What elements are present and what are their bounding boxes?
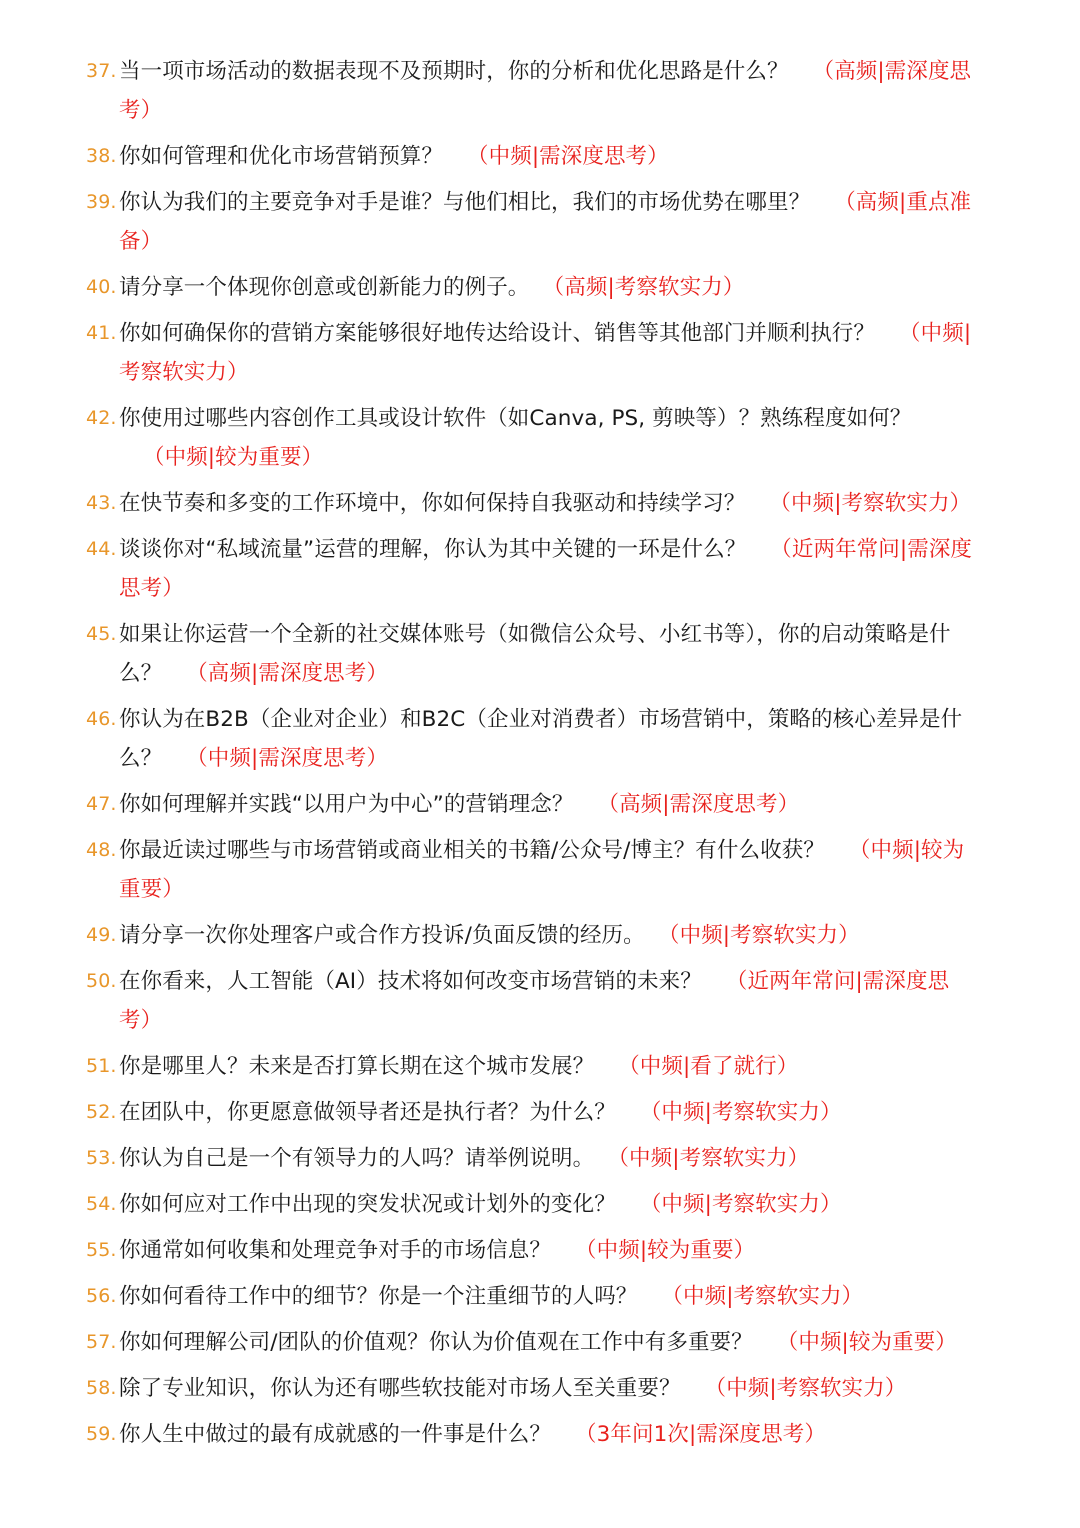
question-number: 56. bbox=[86, 1285, 117, 1307]
question-text: 在快节奏和多变的工作环境中，你如何保持自我驱动和持续学习？ bbox=[119, 491, 746, 516]
question-number: 58. bbox=[86, 1377, 117, 1399]
question-item bbox=[86, 1323, 976, 1362]
frequency-tag: （中频|较为重要） bbox=[119, 838, 965, 902]
question-text: 你认为自己是一个有领导力的人吗？请举例说明。 bbox=[119, 1146, 595, 1171]
question-text: 如果让你运营一个全新的社交媒体账号（如微信公众号、小红书等），你的启动策略是什么？ bbox=[119, 622, 951, 686]
question-number: 47. bbox=[86, 793, 117, 815]
question-number: 37. bbox=[86, 60, 117, 82]
question-number: 40. bbox=[86, 276, 117, 298]
question-item bbox=[86, 785, 976, 824]
frequency-tag: （中频|考察软实力） bbox=[119, 321, 972, 385]
frequency-tag: （中频|较为重要） bbox=[776, 1330, 957, 1355]
frequency-tag: （中频|考察软实力） bbox=[639, 1192, 842, 1217]
question-number: 38. bbox=[86, 145, 117, 167]
question-number: 48. bbox=[86, 839, 117, 861]
question-number: 54. bbox=[86, 1193, 117, 1215]
question-item bbox=[86, 615, 976, 693]
question-item bbox=[86, 183, 976, 261]
frequency-tag: （中频|看了就行） bbox=[618, 1054, 799, 1079]
question-number: 39. bbox=[86, 191, 117, 213]
question-number: 45. bbox=[86, 623, 117, 645]
frequency-tag: （中频|需深度思考） bbox=[467, 144, 669, 169]
question-item bbox=[86, 52, 976, 130]
question-item bbox=[86, 962, 976, 1040]
question-text: 除了专业知识，你认为还有哪些软技能对市场人至关重要？ bbox=[119, 1376, 681, 1401]
question-text: 当一项市场活动的数据表现不及预期时，你的分析和优化思路是什么？ bbox=[119, 59, 789, 84]
question-number: 49. bbox=[86, 924, 117, 946]
question-number: 44. bbox=[86, 538, 117, 560]
question-item bbox=[86, 1231, 976, 1270]
question-text: 请分享一个体现你创意或创新能力的例子。 bbox=[119, 275, 530, 300]
question-text: 请分享一次你处理客户或合作方投诉/负面反馈的经历。 bbox=[119, 923, 645, 948]
question-item bbox=[86, 700, 976, 778]
question-text: 在你看来，人工智能（AI）技术将如何改变市场营销的未来？ bbox=[119, 969, 702, 994]
frequency-tag: （近两年常问|需深度思考） bbox=[119, 537, 973, 601]
question-text: 谈谈你对“私域流量”运营的理解，你认为其中关键的一环是什么？ bbox=[119, 537, 747, 562]
question-number: 57. bbox=[86, 1331, 117, 1353]
question-text: 你如何确保你的营销方案能够很好地传达给设计、销售等其他部门并顺利执行？ bbox=[119, 321, 876, 346]
frequency-tag: （中频|较为重要） bbox=[575, 1238, 756, 1263]
question-list bbox=[86, 52, 976, 1461]
question-item bbox=[86, 1185, 976, 1224]
question-number: 50. bbox=[86, 970, 117, 992]
question-item bbox=[86, 314, 976, 392]
frequency-tag: （3年问1次|需深度思考） bbox=[575, 1422, 826, 1447]
question-item bbox=[86, 1369, 976, 1408]
question-text: 你认为我们的主要竞争对手是谁？与他们相比，我们的市场优势在哪里？ bbox=[119, 190, 811, 215]
frequency-tag: （近两年常问|需深度思考） bbox=[119, 969, 950, 1033]
frequency-tag: （中频|较为重要） bbox=[143, 445, 324, 470]
frequency-tag: （中频|考察软实力） bbox=[668, 923, 860, 948]
frequency-tag: （高频|重点准备） bbox=[119, 190, 972, 254]
question-item bbox=[86, 530, 976, 608]
question-number: 43. bbox=[86, 492, 117, 514]
question-item bbox=[86, 1139, 976, 1178]
question-item bbox=[86, 1277, 976, 1316]
question-text: 你如何理解公司/团队的价值观？你认为价值观在工作中有多重要？ bbox=[119, 1330, 753, 1355]
question-text: 你是哪里人？未来是否打算长期在这个城市发展？ bbox=[119, 1054, 595, 1079]
question-number: 53. bbox=[86, 1147, 117, 1169]
frequency-tag: （高频|需深度思考） bbox=[597, 792, 800, 817]
question-text: 你认为在B2B（企业对企业）和B2C（企业对消费者）市场营销中，策略的核心差异是什么？ bbox=[119, 707, 963, 771]
question-item bbox=[86, 1415, 976, 1454]
question-item bbox=[86, 1093, 976, 1132]
frequency-tag: （高频|需深度思考） bbox=[119, 59, 972, 123]
frequency-tag: （高频|考察软实力） bbox=[553, 275, 745, 300]
question-item bbox=[86, 484, 976, 523]
question-number: 41. bbox=[86, 322, 117, 344]
question-item bbox=[86, 399, 976, 477]
frequency-tag: （中频|需深度思考） bbox=[186, 746, 388, 771]
question-text: 你人生中做过的最有成就感的一件事是什么？ bbox=[119, 1422, 552, 1447]
question-text: 你通常如何收集和处理竞争对手的市场信息？ bbox=[119, 1238, 552, 1263]
question-number: 52. bbox=[86, 1101, 117, 1123]
question-item bbox=[86, 1047, 976, 1086]
question-item bbox=[86, 137, 976, 176]
question-item bbox=[86, 831, 976, 909]
question-text: 你如何看待工作中的细节？你是一个注重细节的人吗？ bbox=[119, 1284, 638, 1309]
frequency-tag: （中频|考察软实力） bbox=[661, 1284, 864, 1309]
question-number: 42. bbox=[86, 407, 117, 429]
question-number: 46. bbox=[86, 708, 117, 730]
question-text: 你如何理解并实践“以用户为中心”的营销理念？ bbox=[119, 792, 574, 817]
question-number: 59. bbox=[86, 1423, 117, 1445]
question-item bbox=[86, 268, 976, 307]
frequency-tag: （中频|考察软实力） bbox=[769, 491, 972, 516]
question-text: 在团队中，你更愿意做领导者还是执行者？为什么？ bbox=[119, 1100, 616, 1125]
frequency-tag: （中频|考察软实力） bbox=[639, 1100, 842, 1125]
question-text: 你使用过哪些内容创作工具或设计软件（如Canva, PS, 剪映等）？熟练程度如何？ bbox=[119, 406, 912, 431]
question-item bbox=[86, 916, 976, 955]
question-text: 你如何管理和优化市场营销预算？ bbox=[119, 144, 444, 169]
frequency-tag: （高频|需深度思考） bbox=[186, 661, 388, 686]
question-number: 55. bbox=[86, 1239, 117, 1261]
question-text: 你最近读过哪些与市场营销或商业相关的书籍/公众号/博主？有什么收获？ bbox=[119, 838, 825, 863]
question-number: 51. bbox=[86, 1055, 117, 1077]
question-text: 你如何应对工作中出现的突发状况或计划外的变化？ bbox=[119, 1192, 616, 1217]
frequency-tag: （中频|考察软实力） bbox=[704, 1376, 907, 1401]
frequency-tag: （中频|考察软实力） bbox=[618, 1146, 810, 1171]
